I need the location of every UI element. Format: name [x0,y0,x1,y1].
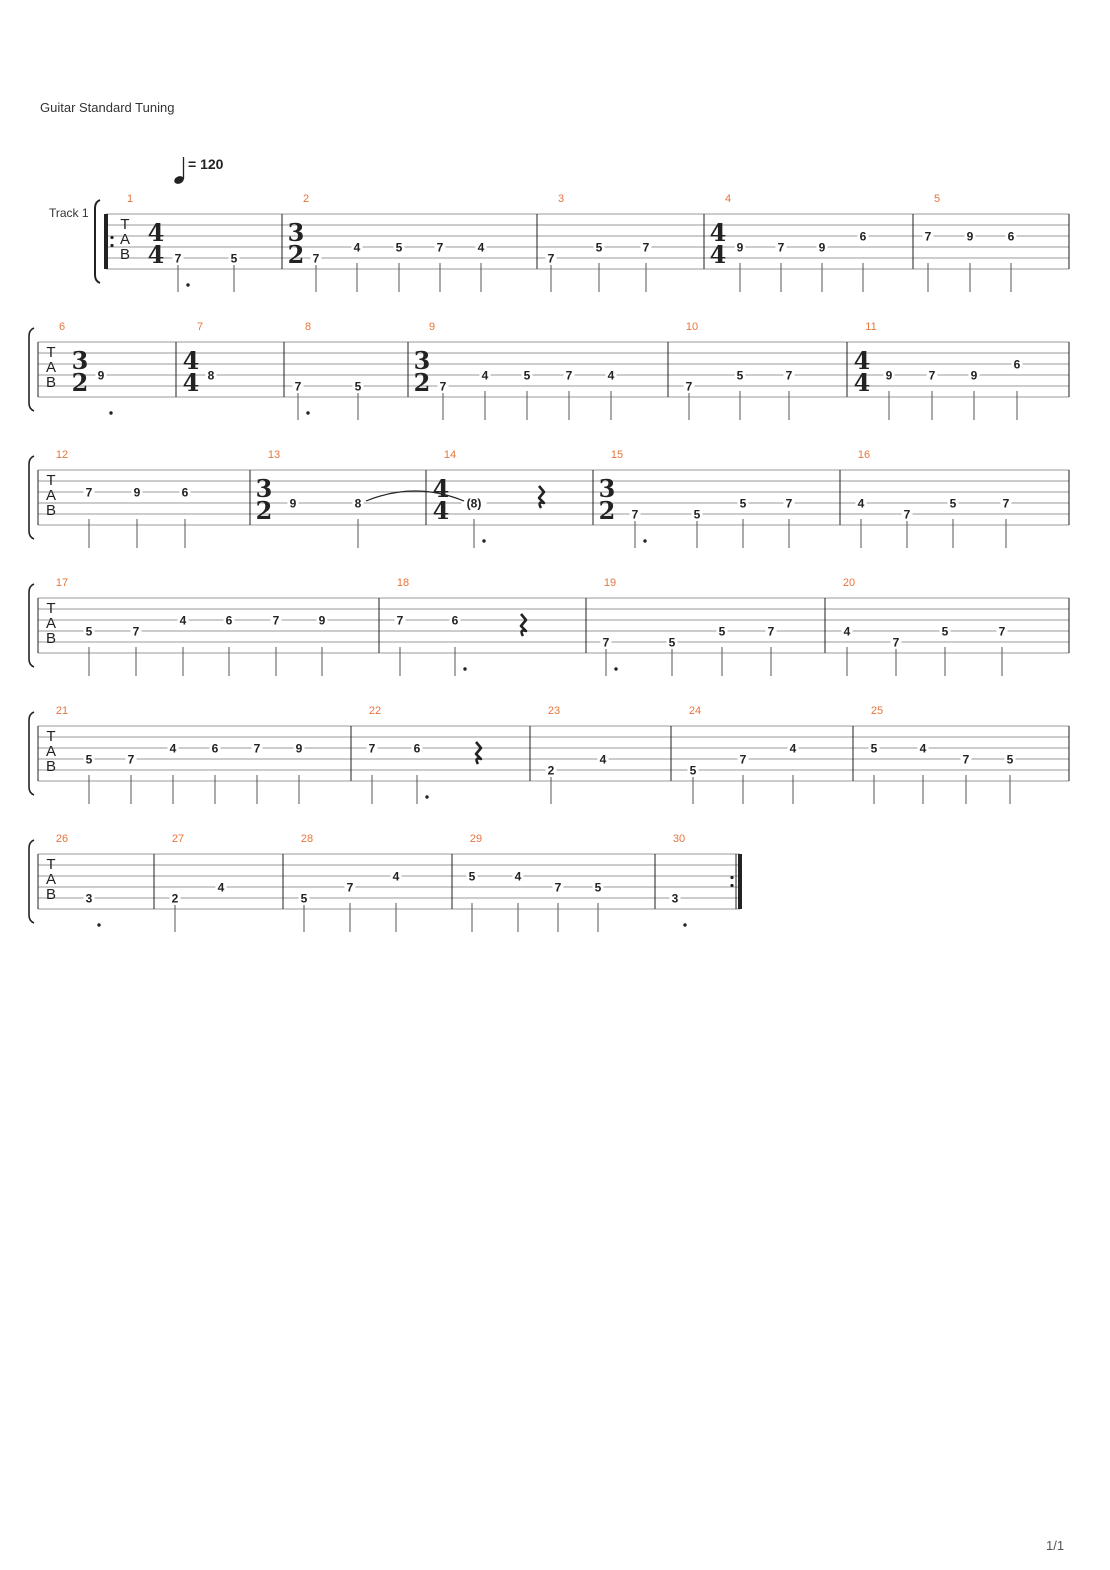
fret-number: 9 [818,240,826,255]
measure-number: 24 [688,705,702,717]
fret-number: 7 [396,613,404,628]
fret-number: 4 [477,240,485,255]
fret-number: 7 [554,880,562,895]
repeat-dot [110,236,113,239]
tab-clef-letter: T [46,600,56,617]
fret-number: 9 [295,741,303,756]
fret-number: 7 [436,240,444,255]
fret-number: 7 [739,752,747,767]
fret-number: 4 [353,240,361,255]
quarter-rest [539,486,544,508]
fret-number: 6 [859,229,867,244]
fret-number: 7 [924,229,932,244]
fret-number: 7 [777,240,785,255]
tab-clef-letter: A [45,871,57,888]
measure-number: 7 [196,321,204,333]
tab-clef-letter: B [119,246,131,263]
fret-number: 7 [294,379,302,394]
fret-number: 7 [439,379,447,394]
fret-number: 5 [300,891,308,906]
measure-number: 3 [557,193,565,205]
fret-number: 9 [966,229,974,244]
system-bracket [29,328,34,411]
fret-number: 5 [739,496,747,511]
measure-number: 5 [933,193,941,205]
tab-clef-letter: B [45,630,57,647]
page-number: 1/1 [1046,1538,1065,1553]
measure-number: 19 [603,577,617,589]
fret-number: 7 [547,251,555,266]
fret-number: 7 [1002,496,1010,511]
rhythm-dot [109,411,112,414]
measure-number: 4 [724,193,732,205]
measure-number: 25 [870,705,884,717]
measure-number: 13 [267,449,281,461]
time-signature-numerator: 4 [147,218,165,247]
tab-clef-letter: T [46,728,56,745]
system-bracket [29,584,34,667]
repeat-dot [730,876,733,879]
measure-number: 20 [842,577,856,589]
fret-number: 2 [171,891,179,906]
fret-number: 4 [857,496,865,511]
fret-number: 7 [928,368,936,383]
fret-number: 4 [599,752,607,767]
measure-number: 9 [428,321,436,333]
fret-number: 5 [85,624,93,639]
fret-number: 7 [272,613,280,628]
fret-number: 7 [253,741,261,756]
tempo-value: = 120 [188,156,224,172]
fret-number: 4 [169,741,177,756]
time-signature-numerator: 4 [853,346,871,375]
rhythm-dot [614,667,617,670]
time-signature-denominator: 2 [71,368,89,397]
fret-number: 5 [941,624,949,639]
fret-number: 7 [631,507,639,522]
measure-number: 23 [547,705,561,717]
fret-number: 4 [919,741,927,756]
time-signature-numerator: 3 [413,346,431,375]
fret-number: 7 [642,240,650,255]
quarter-rest [521,614,526,636]
fret-number: 9 [289,496,297,511]
fret-number: 5 [1006,752,1014,767]
fret-number: 7 [998,624,1006,639]
time-signature-denominator: 4 [432,496,450,525]
rhythm-dot [186,283,189,286]
fret-number: 6 [211,741,219,756]
fret-number: 3 [85,891,93,906]
fret-number: 3 [671,891,679,906]
measure-number: 2 [302,193,310,205]
fret-number: 7 [174,251,182,266]
fret-number: 7 [565,368,573,383]
fret-number: 5 [689,763,697,778]
fret-number: 5 [230,251,238,266]
rhythm-dot [683,923,686,926]
measure-number: 21 [55,705,69,717]
fret-number: 7 [312,251,320,266]
tab-clef-letter: T [46,856,56,873]
rhythm-dot [306,411,309,414]
fret-number: 5 [354,379,362,394]
system-bracket [95,200,100,283]
time-signature-denominator: 4 [853,368,871,397]
track-name: Track 1 [49,206,89,220]
tab-clef-letter: A [119,231,131,248]
measure-number: 30 [672,833,686,845]
fret-number: 5 [668,635,676,650]
system-bracket [29,840,34,923]
measure-number: 18 [396,577,410,589]
fret-number: 5 [736,368,744,383]
time-signature-numerator: 3 [287,218,305,247]
fret-number: 7 [962,752,970,767]
quarter-rest [476,742,481,764]
measure-number: 12 [55,449,69,461]
time-signature-numerator: 3 [598,474,616,503]
tab-clef-letter: A [45,359,57,376]
tab-clef-letter: T [120,216,130,233]
measure-number: 1 [126,193,134,205]
fret-number: 9 [133,485,141,500]
fret-number: (8) [466,496,482,511]
time-signature-denominator: 2 [255,496,273,525]
measure-number: 22 [368,705,382,717]
fret-number: 9 [97,368,105,383]
fret-number: 8 [207,368,215,383]
fret-number: 6 [225,613,233,628]
measure-number: 10 [685,321,699,333]
fret-number: 4 [481,368,489,383]
rhythm-dot [463,667,466,670]
fret-number: 5 [523,368,531,383]
tab-clef-letter: A [45,615,57,632]
fret-number: 5 [870,741,878,756]
rhythm-dot [482,539,485,542]
time-signature-denominator: 4 [182,368,200,397]
fret-number: 6 [451,613,459,628]
measure-number: 6 [58,321,66,333]
measure-number: 26 [55,833,69,845]
measure-number: 27 [171,833,185,845]
time-signature-numerator: 4 [432,474,450,503]
fret-number: 9 [885,368,893,383]
fret-number: 7 [346,880,354,895]
fret-number: 4 [217,880,225,895]
tab-clef-letter: B [45,374,57,391]
fret-number: 9 [970,368,978,383]
fret-number: 6 [1007,229,1015,244]
tab-clef-letter: B [45,886,57,903]
fret-number: 5 [395,240,403,255]
fret-number: 5 [693,507,701,522]
time-signature-numerator: 3 [71,346,89,375]
repeat-dot [730,884,733,887]
fret-number: 7 [785,496,793,511]
system-bracket [29,456,34,539]
fret-number: 7 [903,507,911,522]
fret-number: 4 [843,624,851,639]
fret-number: 4 [392,869,400,884]
fret-number: 4 [179,613,187,628]
fret-number: 5 [468,869,476,884]
fret-number: 6 [413,741,421,756]
fret-number: 9 [736,240,744,255]
fret-number: 7 [892,635,900,650]
fret-number: 7 [785,368,793,383]
measure-number: 28 [300,833,314,845]
tab-clef-letter: A [45,487,57,504]
rhythm-dot [97,923,100,926]
fret-number: 5 [949,496,957,511]
measure-number: 8 [304,321,312,333]
tab-clef-letter: B [45,758,57,775]
fret-number: 5 [718,624,726,639]
fret-number: 4 [789,741,797,756]
measure-number: 15 [610,449,624,461]
page-title: Guitar Standard Tuning [40,100,175,115]
time-signature-numerator: 3 [255,474,273,503]
fret-number: 2 [547,763,555,778]
fret-number: 5 [594,880,602,895]
system-bracket [29,712,34,795]
measure-number: 16 [857,449,871,461]
fret-number: 8 [354,496,362,511]
tab-clef-letter: T [46,344,56,361]
tab-clef-letter: B [45,502,57,519]
time-signature-denominator: 2 [413,368,431,397]
fret-number: 7 [368,741,376,756]
time-signature-denominator: 4 [147,240,165,269]
time-signature-numerator: 4 [182,346,200,375]
fret-number: 7 [602,635,610,650]
time-signature-denominator: 2 [287,240,305,269]
time-signature-numerator: 4 [709,218,727,247]
fret-number: 9 [318,613,326,628]
repeat-dot [110,244,113,247]
fret-number: 5 [595,240,603,255]
fret-number: 4 [514,869,522,884]
tab-clef-letter: A [45,743,57,760]
fret-number: 7 [767,624,775,639]
tab-clef-letter: T [46,472,56,489]
fret-number: 7 [85,485,93,500]
fret-number: 6 [1013,357,1021,372]
fret-number: 7 [127,752,135,767]
fret-number: 6 [181,485,189,500]
rhythm-dot [643,539,646,542]
fret-number: 5 [85,752,93,767]
measure-number: 29 [469,833,483,845]
measure-number: 11 [865,321,877,333]
fret-number: 7 [132,624,140,639]
fret-number: 7 [685,379,693,394]
measure-number: 17 [55,577,69,589]
time-signature-denominator: 4 [709,240,727,269]
measure-number: 14 [443,449,457,461]
rhythm-dot [425,795,428,798]
time-signature-denominator: 2 [598,496,616,525]
fret-number: 4 [607,368,615,383]
